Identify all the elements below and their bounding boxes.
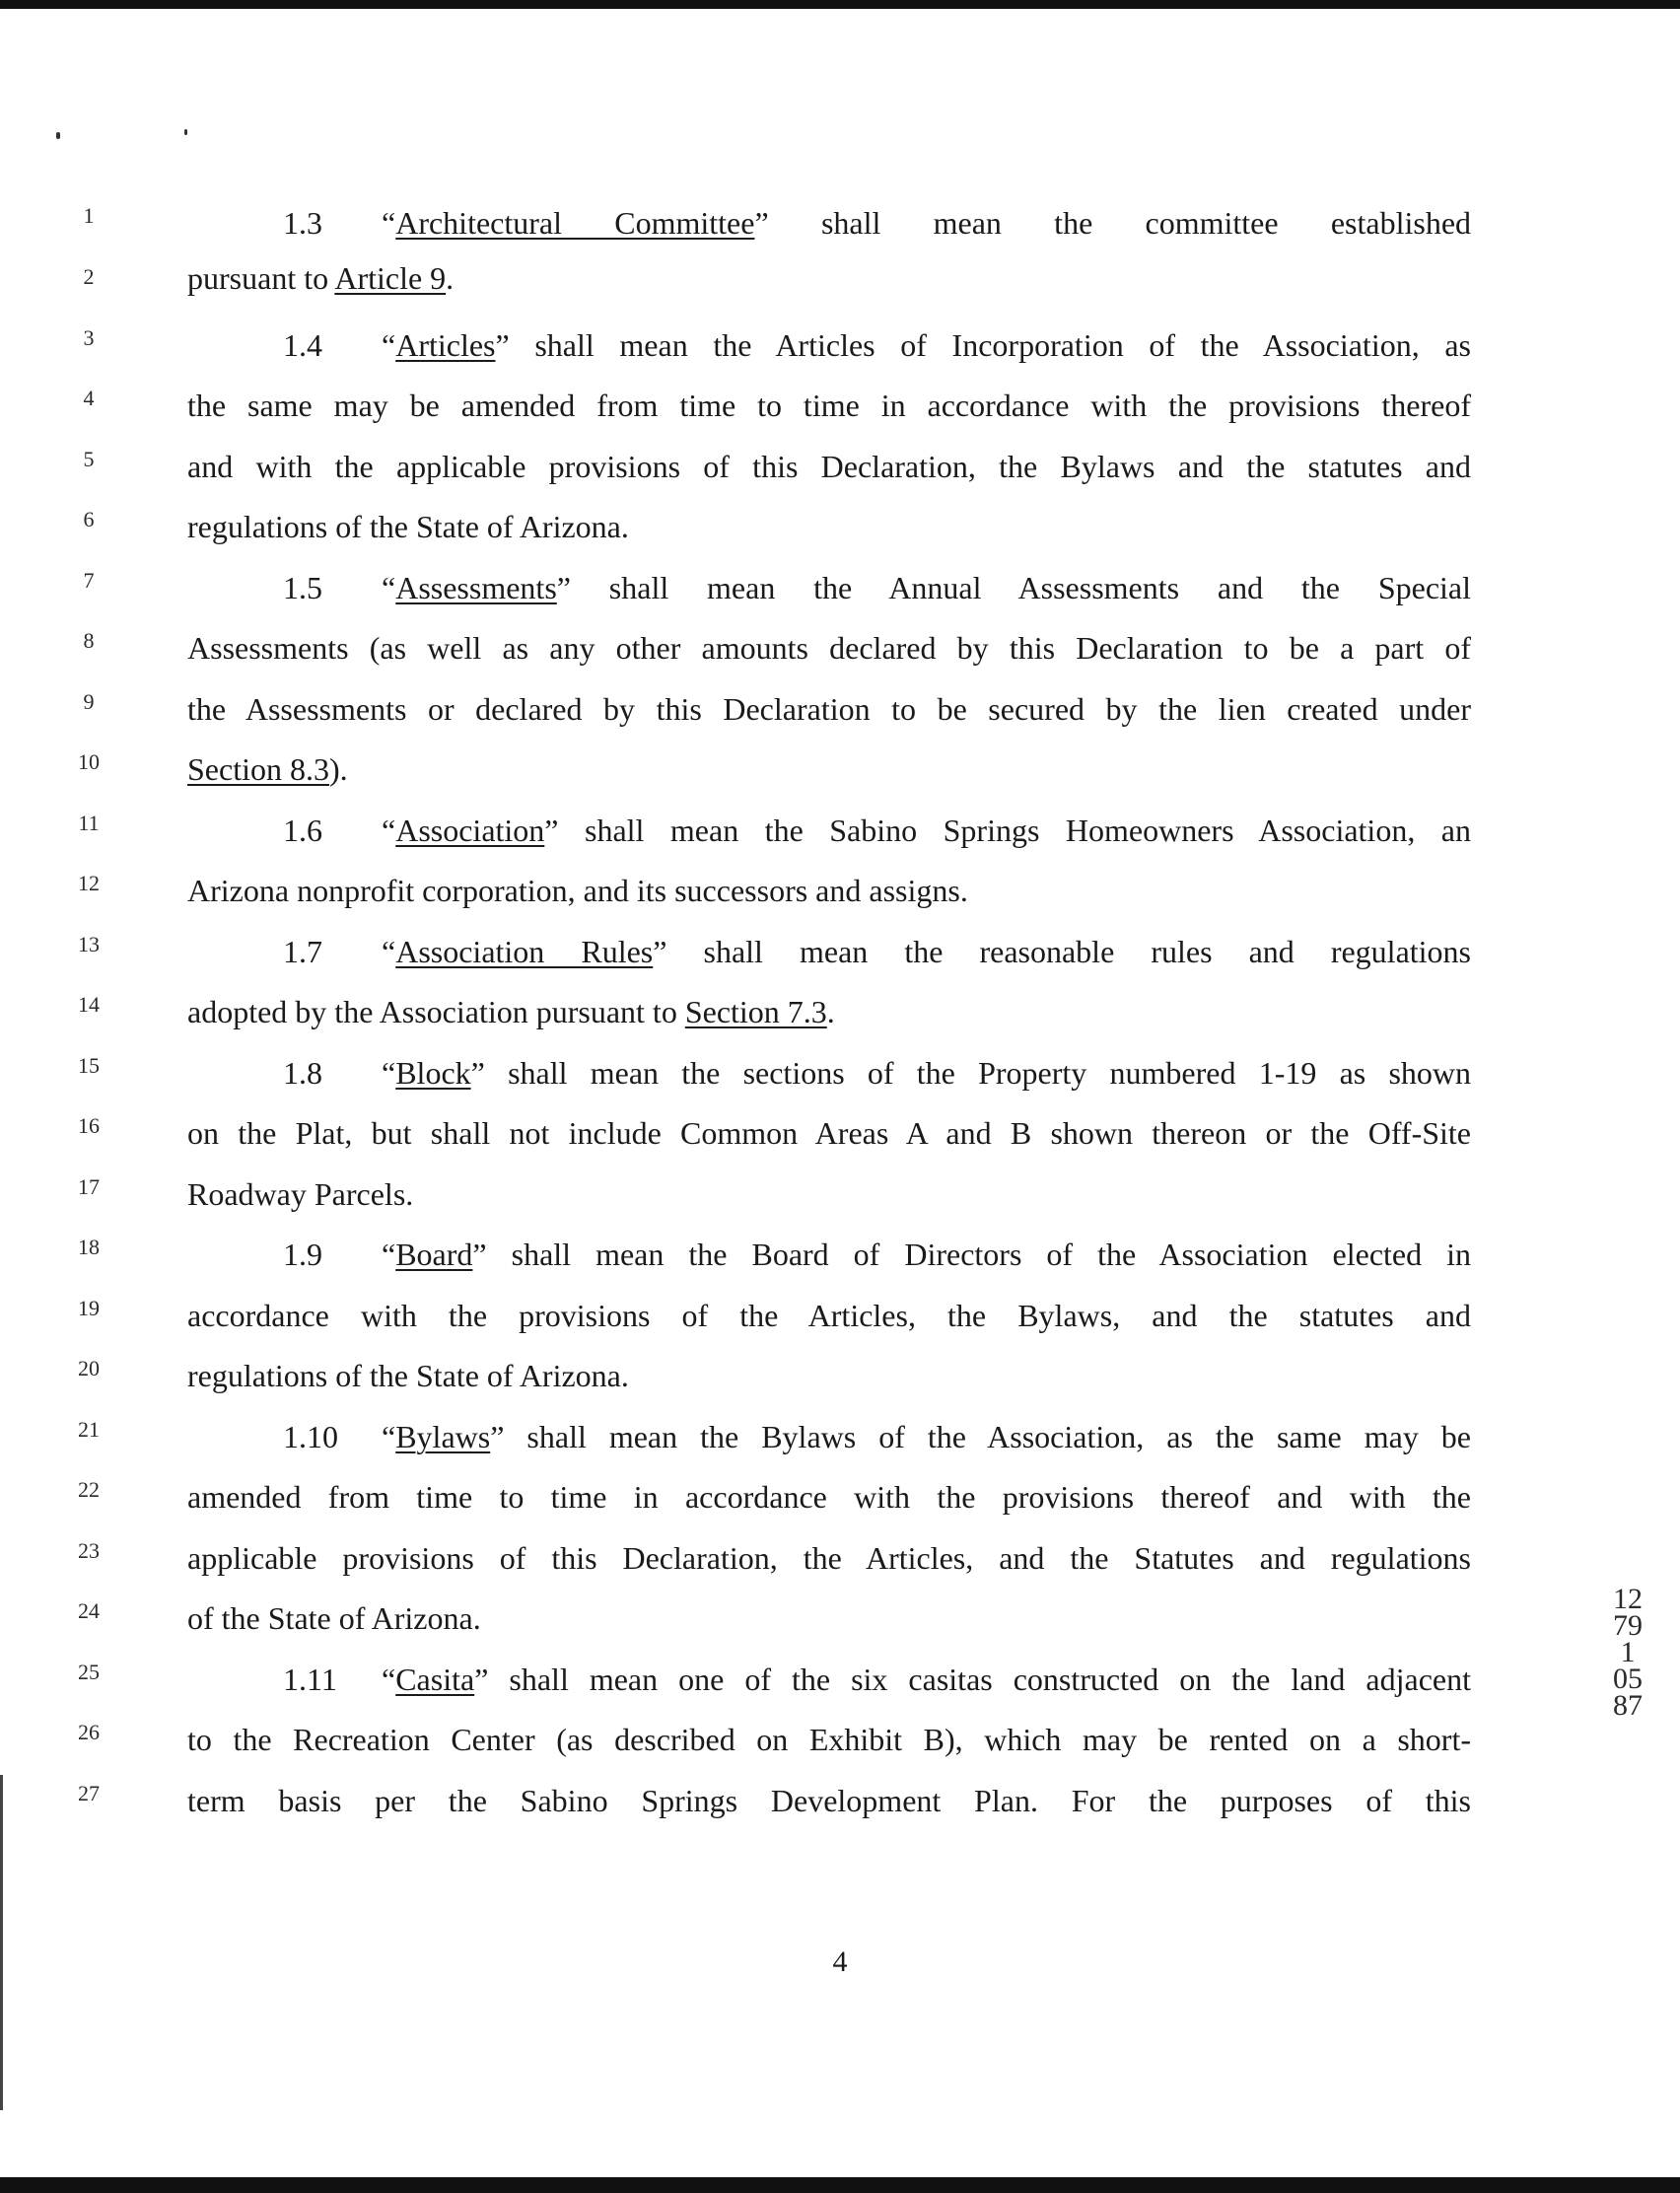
defined-term: Assessments <box>395 570 557 605</box>
line-number: 15 <box>78 1053 100 1078</box>
scan-top-edge <box>0 0 1680 9</box>
definition-text: shall mean the Board of Directors of the Association elected in <box>511 1237 1472 1272</box>
section-number: 1.11 <box>283 1662 337 1697</box>
line-number: 24 <box>78 1598 100 1623</box>
line-number: 18 <box>78 1235 100 1259</box>
line-number: 5 <box>83 447 95 471</box>
line-number: 8 <box>83 628 95 653</box>
section-number: 1.10 <box>283 1419 338 1454</box>
line-number: 17 <box>78 1174 100 1199</box>
definition-text: shall mean the reasonable rules and regulations <box>703 934 1471 969</box>
definition-text: shall mean the committee established <box>820 205 1472 241</box>
page-number: 4 <box>832 1945 848 1978</box>
text-line: applicable provisions of this Declaration, the Articles, and the Statutes and regulations <box>187 1540 1471 1576</box>
line-number: 27 <box>78 1781 100 1805</box>
definition-1-4: 1.4 “Articles” shall mean the Articles of Incorporation of the Association, as <box>283 327 1472 363</box>
section-number: 1.8 <box>283 1055 322 1091</box>
text-line: and with the applicable provisions of this Declaration, the Bylaws and the statutes and <box>187 449 1471 484</box>
line-number: 16 <box>78 1113 100 1138</box>
section-number: 1.6 <box>283 813 322 848</box>
definition-1-6: 1.6 “Association” shall mean the Sabino Springs Homeowners Association, an <box>283 813 1472 848</box>
definition-text: shall mean the Sabino Springs Homeowners Association, an <box>584 813 1472 848</box>
line-number: 6 <box>83 507 95 531</box>
line-number: 25 <box>78 1660 100 1684</box>
defined-term: Architectural Committee <box>395 205 755 241</box>
line-number: 21 <box>78 1417 100 1442</box>
line-number: 9 <box>83 689 95 714</box>
text-line: the same may be amended from time to time in accordance with the provisions thereof <box>187 388 1471 423</box>
scan-speck <box>184 129 187 135</box>
cross-reference: Section 8.3 <box>187 751 329 787</box>
definition-1-8: 1.8 “Block” shall mean the sections of the Property numbered 1-19 as shown <box>283 1055 1472 1091</box>
section-number: 1.5 <box>283 570 322 605</box>
line-number: 22 <box>78 1477 100 1502</box>
definition-1-7: 1.7 “Association Rules” shall mean the reasonable rules and regulations <box>283 934 1471 969</box>
recording-stamp: 12791 0587 <box>1613 1583 1643 1722</box>
text-line: regulations of the State of Arizona. <box>187 509 629 544</box>
scan-bottom-edge <box>0 2177 1680 2193</box>
text-line: Section 8.3). <box>187 751 348 787</box>
text-line: Roadway Parcels. <box>187 1176 414 1212</box>
definition-text: shall mean the Articles of Incorporation of the Association, as <box>534 327 1472 363</box>
line-number: 3 <box>83 325 95 350</box>
text-line: of the State of Arizona. <box>187 1600 481 1636</box>
definition-text: shall mean the sections of the Property numbered 1-19 as shown <box>508 1055 1472 1091</box>
text-line: Assessments (as well as any other amounts declared by this Declaration to be a part of <box>187 630 1471 666</box>
line-number: 26 <box>78 1720 100 1744</box>
defined-term: Casita <box>395 1662 475 1697</box>
line-number: 12 <box>78 871 100 895</box>
definition-text: shall mean the Annual Assessments and the Special <box>608 570 1472 605</box>
definition-text: shall mean one of the six casitas constructed on the land adjacent <box>509 1662 1471 1697</box>
cross-reference: Section 7.3 <box>684 994 827 1029</box>
line-number: 2 <box>83 264 95 289</box>
text-line: regulations of the State of Arizona. <box>187 1358 629 1393</box>
text-line: the Assessments or declared by this Declaration to be secured by the lien created under <box>187 691 1471 727</box>
text-line: to the Recreation Center (as described on Exhibit B), which may be rented on a short- <box>187 1722 1471 1757</box>
definition-1-9: 1.9 “Board” shall mean the Board of Directors of the Association elected in <box>283 1237 1472 1272</box>
section-number: 1.4 <box>283 327 322 363</box>
cross-reference: Article 9 <box>334 260 447 296</box>
line-number: 1 <box>83 203 95 228</box>
text-line: on the Plat, but shall not include Common Areas A and B shown thereon or the Off-Site <box>187 1115 1471 1151</box>
defined-term: Association <box>395 813 545 848</box>
scan-left-edge <box>0 1775 3 2110</box>
line-number: 19 <box>78 1296 100 1320</box>
defined-term: Association Rules <box>395 934 654 969</box>
definition-1-5: 1.5 “Assessments” shall mean the Annual Assessments and the Special <box>283 570 1472 605</box>
line-number: 4 <box>83 386 95 410</box>
line-number: 7 <box>83 568 95 593</box>
text-line: adopted by the Association pursuant to Section 7.3. <box>187 994 835 1029</box>
line-number: 13 <box>78 932 100 956</box>
text-line: amended from time to time in accordance with the provisions thereof and with the <box>187 1479 1471 1515</box>
line-number: 23 <box>78 1538 100 1563</box>
defined-term: Bylaws <box>395 1419 491 1454</box>
scan-speck <box>56 132 60 139</box>
section-number: 1.7 <box>283 934 322 969</box>
text-line: accordance with the provisions of the Articles, the Bylaws, and the statutes and <box>187 1298 1471 1333</box>
defined-term: Board <box>395 1237 473 1272</box>
line-number: 20 <box>78 1356 100 1380</box>
definition-1-10: 1.10 “Bylaws” shall mean the Bylaws of the Association, as the same may be <box>283 1419 1472 1454</box>
defined-term: Block <box>395 1055 471 1091</box>
text-line: pursuant to Article 9. <box>187 260 455 296</box>
line-number: 11 <box>78 811 100 835</box>
definition-1-11: 1.11 “Casita” shall mean one of the six casitas constructed on the land adjacent <box>283 1662 1471 1697</box>
definition-1-3: 1.3 “Architectural Committee” shall mean the committee established <box>283 205 1472 241</box>
section-number: 1.3 <box>283 205 322 241</box>
defined-term: Articles <box>395 327 496 363</box>
line-number: 14 <box>78 992 100 1017</box>
section-number: 1.9 <box>283 1237 322 1272</box>
definition-text: shall mean the Bylaws of the Association, as the same may be <box>526 1419 1472 1454</box>
text-line: term basis per the Sabino Springs Development Plan. For the purposes of this <box>187 1783 1471 1818</box>
line-number: 10 <box>78 749 100 774</box>
text-line: Arizona nonprofit corporation, and its successors and assigns. <box>187 873 968 908</box>
